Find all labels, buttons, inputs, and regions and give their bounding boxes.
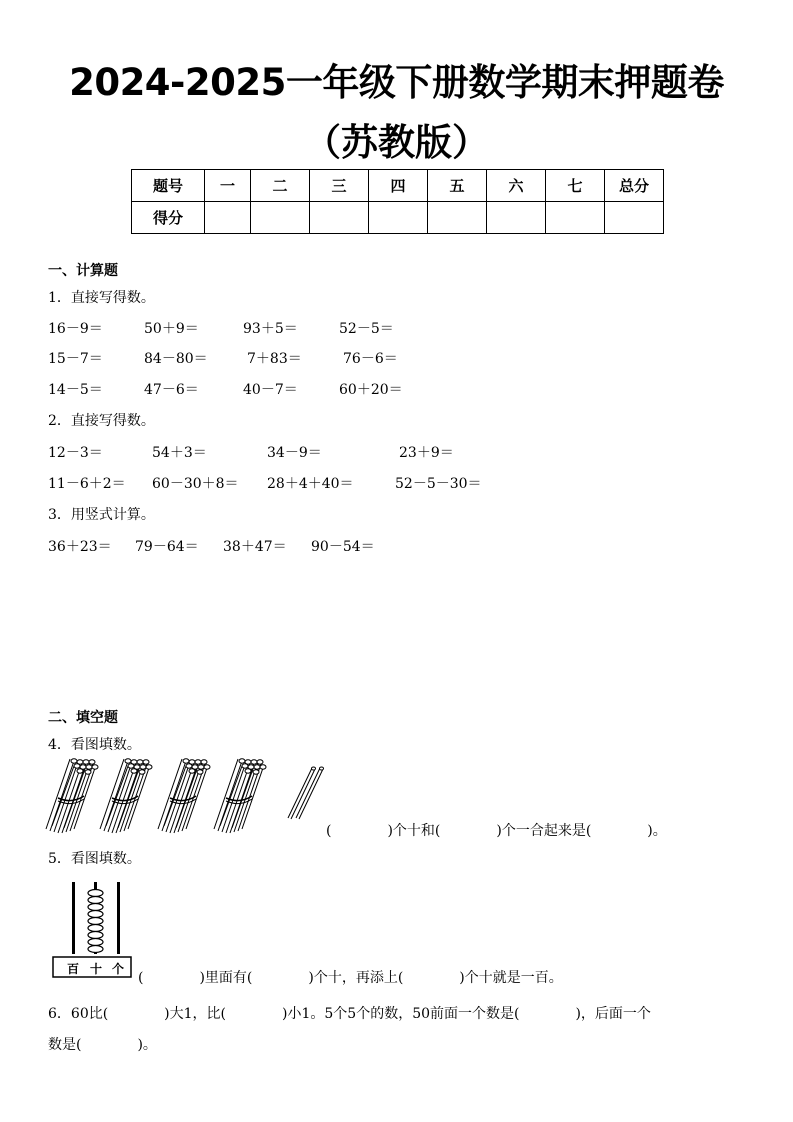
- problem: 11－6＋2＝: [48, 476, 126, 492]
- score-cell[interactable]: [605, 202, 664, 234]
- question-label: 2．直接写得数。: [48, 413, 155, 429]
- problem: 52－5－30＝: [395, 476, 482, 492]
- problem: 36＋23＝: [48, 539, 112, 555]
- answer-line[interactable]: ( )个十和( )个一合起来是( )。: [326, 823, 667, 839]
- score-table-score-row: [132, 202, 664, 234]
- question-label: 1．直接写得数。: [48, 290, 155, 306]
- score-cell[interactable]: [546, 202, 605, 234]
- section-heading: 一、计算题: [48, 263, 118, 279]
- question-label: 5．看图填数。: [48, 851, 141, 867]
- problem: 7＋83＝: [247, 351, 302, 367]
- problem: 23＋9＝: [399, 445, 454, 461]
- problem: 12－3＝: [48, 445, 103, 461]
- problem: 28＋4＋40＝: [267, 476, 354, 492]
- score-header-cell: 四: [369, 170, 428, 202]
- problem: 34－9＝: [267, 445, 322, 461]
- score-header-cell: 总分: [605, 170, 664, 202]
- ten-stick-bundle: [46, 759, 98, 833]
- score-cell[interactable]: [205, 202, 251, 234]
- single-sticks: [288, 767, 324, 819]
- problem: 76－6＝: [343, 351, 398, 367]
- problem: 52－5＝: [339, 321, 394, 337]
- score-header-cell: 一: [205, 170, 251, 202]
- abacus-label-hundreds: 百: [67, 962, 80, 976]
- problem: 54＋3＝: [152, 445, 207, 461]
- problem: 84－80＝: [144, 351, 208, 367]
- score-cell[interactable]: [428, 202, 487, 234]
- problem: 90－54＝: [311, 539, 375, 555]
- problem: 60＋20＝: [339, 382, 403, 398]
- score-header-cell: 三: [310, 170, 369, 202]
- score-header-cell: 题号: [132, 170, 205, 202]
- question-text[interactable]: 6．60比( )大1，比( )小1。5个5个的数，50前面一个数是( )，后面一个: [48, 1006, 651, 1022]
- score-cell[interactable]: [310, 202, 369, 234]
- score-table: [131, 169, 664, 234]
- abacus-label-ones: 个: [112, 962, 125, 976]
- problem: 16－9＝: [48, 321, 103, 337]
- score-table-header-row: [132, 170, 664, 202]
- ten-stick-bundle: [158, 759, 210, 833]
- problem: 47－6＝: [144, 382, 199, 398]
- score-header-cell: 七: [546, 170, 605, 202]
- problem: 93＋5＝: [243, 321, 298, 337]
- abacus-label-tens: 十: [90, 962, 103, 976]
- page-title: 2024-2025一年级下册数学期末押题卷: [69, 61, 724, 104]
- problem: 40－7＝: [243, 382, 298, 398]
- score-row-label: 得分: [132, 202, 205, 234]
- problem: 15－7＝: [48, 351, 103, 367]
- question-label: 3．用竖式计算。: [48, 507, 155, 523]
- answer-line[interactable]: ( )里面有( )个十，再添上( )个十就是一百。: [138, 970, 563, 986]
- ten-stick-bundle: [214, 759, 266, 833]
- question-label: 4．看图填数。: [48, 737, 141, 753]
- score-header-cell: 五: [428, 170, 487, 202]
- problem: 50＋9＝: [144, 321, 199, 337]
- score-cell[interactable]: [487, 202, 546, 234]
- score-cell[interactable]: [251, 202, 310, 234]
- page-subtitle: （苏教版）: [304, 121, 489, 164]
- problem: 79－64＝: [135, 539, 199, 555]
- abacus-rod-hundreds: [72, 882, 75, 954]
- problem: 38＋47＝: [223, 539, 287, 555]
- score-header-cell: 六: [487, 170, 546, 202]
- score-cell[interactable]: [369, 202, 428, 234]
- abacus-rod-ones: [117, 882, 120, 954]
- section-heading: 二、填空题: [48, 710, 118, 726]
- problem: 14－5＝: [48, 382, 103, 398]
- abacus-beads: [88, 890, 103, 953]
- stick-bundles-figure: [44, 756, 334, 836]
- problem: 60－30＋8＝: [152, 476, 239, 492]
- ten-stick-bundle: [100, 759, 152, 833]
- question-text[interactable]: 数是( )。: [48, 1037, 157, 1053]
- score-header-cell: 二: [251, 170, 310, 202]
